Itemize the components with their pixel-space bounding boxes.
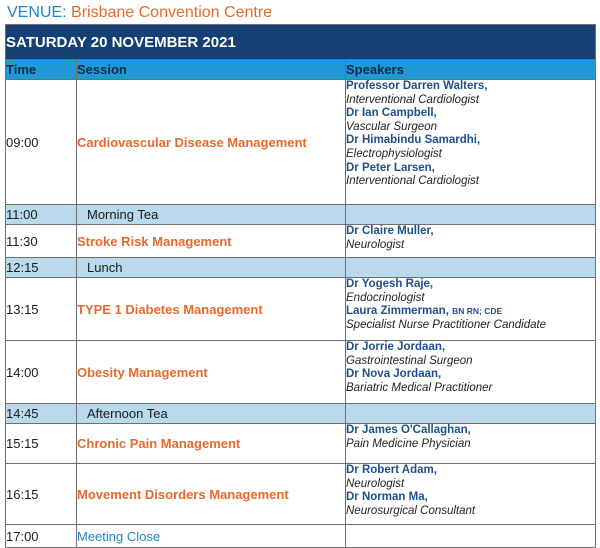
speaker-name-text: Dr James O'Callaghan, [346, 424, 471, 436]
speaker-role: Interventional Cardiologist [346, 93, 479, 106]
venue-label: VENUE: [7, 4, 67, 21]
speaker-postnominal: BN RN; CDE [452, 306, 503, 317]
speakers-cell [346, 278, 596, 341]
speaker-name-text: Dr Robert Adam, [346, 464, 437, 476]
session-title: Stroke Risk Management [77, 225, 346, 258]
speakers-cell [346, 225, 596, 258]
break-row [6, 404, 596, 424]
speaker-name [346, 424, 595, 438]
break-row [6, 258, 596, 278]
session-title: Cardiovascular Disease Management [77, 80, 346, 205]
speakers-cell [346, 525, 596, 548]
col-speakers: Speakers [346, 60, 596, 80]
speaker-role: Electrophysiologist [346, 147, 442, 160]
speaker-name [346, 341, 595, 355]
speaker-role: Interventional Cardiologist [346, 175, 479, 188]
speaker-name [346, 278, 595, 292]
speaker-name [346, 107, 595, 121]
session-title: Afternoon Tea [77, 404, 346, 424]
session-time: 15:15 [6, 424, 77, 464]
speaker-role: Neurologist [346, 477, 405, 490]
column-header-row [6, 60, 596, 80]
break-row [6, 205, 596, 225]
session-title: Chronic Pain Management [77, 424, 346, 464]
speaker-name-text: Dr Himabindu Samardhi, [346, 134, 481, 147]
session-title: Movement Disorders Management [77, 464, 346, 525]
speaker-name-text: Dr Peter Larsen, [346, 161, 435, 174]
speaker-role: Specialist Nurse Practitioner Candidate [346, 318, 547, 331]
speaker-role: Bariatric Medical Practitioner [346, 381, 493, 394]
session-title: TYPE 1 Diabetes Management [77, 278, 346, 341]
speaker-name [346, 464, 595, 478]
speakers-cell [346, 205, 596, 225]
session-time: 16:15 [6, 464, 77, 525]
session-time: 17:00 [6, 525, 77, 548]
session-title: Morning Tea [77, 205, 346, 225]
speaker-name [346, 134, 595, 148]
session-row [6, 525, 596, 548]
speaker-name [346, 305, 595, 319]
speaker-name [346, 225, 595, 239]
session-time: 11:30 [6, 225, 77, 258]
session-row [6, 464, 596, 525]
speaker-name-text: Laura Zimmerman, [346, 305, 449, 318]
speaker-name-text: Dr Yogesh Raje, [346, 278, 434, 290]
session-time: 14:00 [6, 341, 77, 404]
speaker-name [346, 491, 595, 505]
session-time: 11:00 [6, 205, 77, 225]
col-session: Session [77, 60, 346, 80]
speaker-name [346, 368, 595, 382]
session-row [6, 225, 596, 258]
session-row [6, 278, 596, 341]
speakers-cell [346, 404, 596, 424]
speaker-name-text: Dr Nova Jordaan, [346, 368, 442, 381]
session-time: 14:45 [6, 404, 77, 424]
day-heading: SATURDAY 20 NOVEMBER 2021 [6, 25, 596, 60]
speaker-role: Pain Medicine Physician [346, 437, 471, 450]
speaker-role: Endocrinologist [346, 291, 425, 304]
session-title: Obesity Management [77, 341, 346, 404]
session-title: Meeting Close [77, 525, 346, 548]
speaker-role: Vascular Surgeon [346, 120, 437, 133]
session-title: Lunch [77, 258, 346, 278]
speakers-cell [346, 464, 596, 525]
session-row [6, 80, 596, 205]
session-time: 12:15 [6, 258, 77, 278]
speakers-cell [346, 341, 596, 404]
speaker-name [346, 162, 595, 176]
session-time: 09:00 [6, 80, 77, 205]
speaker-name-text: Dr Ian Campbell, [346, 107, 437, 120]
session-time: 13:15 [6, 278, 77, 341]
program-rows [6, 80, 596, 548]
program-table [5, 24, 596, 548]
speaker-name-text: Dr Norman Ma, [346, 491, 428, 504]
speaker-role: Neurologist [346, 238, 405, 251]
speaker-role: Neurosurgical Consultant [346, 504, 476, 517]
speaker-name-text: Dr Claire Muller, [346, 225, 434, 237]
venue-line [7, 3, 272, 23]
speakers-cell [346, 424, 596, 464]
speakers-cell [346, 258, 596, 278]
col-time: Time [6, 60, 77, 80]
day-heading-row [6, 25, 596, 60]
speaker-name [346, 80, 595, 94]
speaker-name-text: Dr Jorrie Jordaan, [346, 341, 446, 353]
session-row [6, 424, 596, 464]
speaker-name-text: Professor Darren Walters, [346, 80, 488, 92]
session-row [6, 341, 596, 404]
venue-name: Brisbane Convention Centre [71, 4, 273, 21]
speakers-cell [346, 80, 596, 205]
speaker-role: Gastrointestinal Surgeon [346, 354, 473, 367]
